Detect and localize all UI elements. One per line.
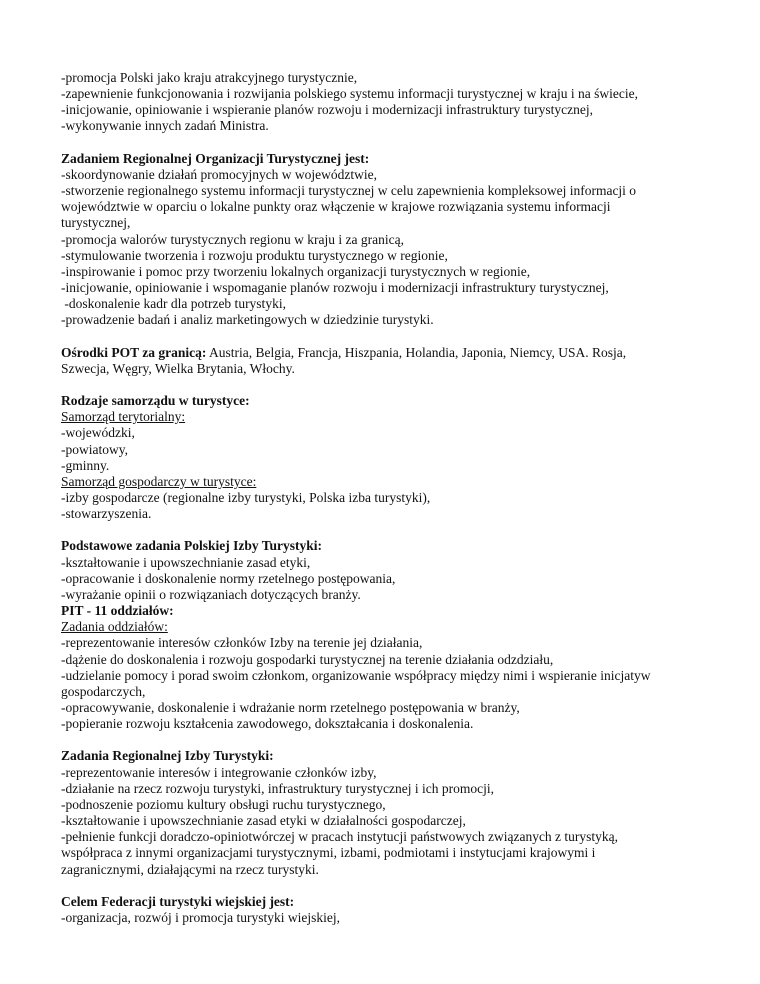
text-line bbox=[61, 781, 700, 797]
paragraph bbox=[61, 70, 700, 135]
body-text: -promocja walorów turystycznych regionu w kraju i za granicą, bbox=[61, 231, 404, 247]
underlined-text: Zadania oddziałów: bbox=[61, 619, 168, 635]
text-line bbox=[61, 118, 700, 134]
body-text: -wykonywanie innych zadań Ministra. bbox=[61, 118, 269, 134]
body-text: -podnoszenie poziomu kultury obsługi ruchu turystycznego, bbox=[61, 796, 386, 812]
text-line bbox=[61, 797, 700, 813]
text-line bbox=[61, 571, 700, 587]
bold-text: Celem Federacji turystyki wiejskiej jest: bbox=[61, 893, 295, 909]
text-line bbox=[61, 555, 700, 571]
underlined-text: Samorząd gospodarczy w turystyce: bbox=[61, 473, 257, 489]
text-line bbox=[61, 361, 700, 377]
text-line bbox=[61, 862, 700, 878]
body-text: -promocja Polski jako kraju atrakcyjnego turystycznie, bbox=[61, 70, 358, 85]
body-text: -skoordynowanie działań promocyjnych w województwie, bbox=[61, 166, 378, 182]
text-line bbox=[61, 813, 700, 829]
body-text: -stymulowanie tworzenia i rozwoju produktu turystycznego w regionie, bbox=[61, 247, 448, 263]
text-line bbox=[61, 748, 700, 764]
text-line bbox=[61, 102, 700, 118]
text-line bbox=[61, 312, 700, 328]
text-line bbox=[61, 232, 700, 248]
body-text: -wyrażanie opinii o rozwiązaniach dotyczących branży. bbox=[61, 586, 361, 602]
body-text: gospodarczych, bbox=[61, 683, 146, 699]
body-text: -opracowywanie, doskonalenie i wdrażanie norm rzetelnego postępowania w branży, bbox=[61, 700, 520, 716]
body-text: -dążenie do doskonalenia i rozwoju gospodarki turystycznej na terenie działania odzdziału, bbox=[61, 651, 554, 667]
text-line bbox=[61, 587, 700, 603]
body-text: -kształtowanie i upowszechnianie zasad etyki, bbox=[61, 554, 311, 570]
body-text: -stworzenie regionalnego systemu informacji turystycznej w celu zapewnienia kompleksowej informacji o bbox=[61, 183, 637, 199]
text-line bbox=[61, 910, 700, 926]
text-line bbox=[61, 264, 700, 280]
text-line bbox=[61, 167, 700, 183]
body-text: -udzielanie pomocy i porad swoim członkom, organizowanie współpracy między nimi i wspieranie inicjatyw bbox=[61, 667, 651, 683]
text-line bbox=[61, 183, 700, 199]
text-line bbox=[61, 442, 700, 458]
body-text: -wojewódzki, bbox=[61, 425, 135, 441]
body-text: -pełnienie funkcji doradczo-opiniotwórczej w pracach instytucji państwowych związanych z turystyką, bbox=[61, 829, 619, 845]
text-line bbox=[61, 652, 700, 668]
body-text: Szwecja, Węgry, Wielka Brytania, Włochy. bbox=[61, 360, 295, 376]
text-line bbox=[61, 409, 700, 425]
body-text: Austria, Belgia, Francja, Hiszpania, Holandia, Japonia, Niemcy, USA. Rosja, bbox=[206, 344, 627, 360]
body-text: -organizacja, rozwój i promocja turystyki wiejskiej, bbox=[61, 910, 341, 926]
body-text: -inicjowanie, opiniowanie i wspomaganie planów rozwoju i modernizacji infrastruktury turystycznej, bbox=[61, 280, 609, 296]
text-line bbox=[61, 296, 700, 312]
text-line bbox=[61, 506, 700, 522]
body-text: -inicjowanie, opiniowanie i wspieranie planów rozwoju i modernizacji infrastruktury turystycznej, bbox=[61, 102, 593, 118]
body-text: -stowarzyszenia. bbox=[61, 506, 152, 522]
body-text: zagranicznymi, działającymi na rzecz turystyki. bbox=[61, 861, 319, 877]
body-text: -reprezentowanie interesów i integrowanie członków izby, bbox=[61, 764, 377, 780]
bold-text: Zadania Regionalnej Izby Turystyki: bbox=[61, 748, 274, 764]
text-line bbox=[61, 619, 700, 635]
text-line bbox=[61, 70, 700, 86]
body-text: -gminny. bbox=[61, 457, 110, 473]
body-text: -popieranie rozwoju kształcenia zawodowego, dokształcania i doskonalenia. bbox=[61, 716, 474, 732]
text-line bbox=[61, 490, 700, 506]
text-line bbox=[61, 345, 700, 361]
body-text: współpraca z innymi organizacjami turystycznymi, izbami, podmiotami i instytucjami krajowymi i bbox=[61, 845, 596, 861]
body-text: -zapewnienie funkcjonowania i rozwijania polskiego systemu informacji turystycznej w kraju i na świecie, bbox=[61, 86, 638, 102]
paragraph bbox=[61, 151, 700, 329]
text-line bbox=[61, 538, 700, 554]
text-line bbox=[61, 199, 700, 215]
bold-text: Zadaniem Regionalnej Organizacji Turystycznej jest: bbox=[61, 150, 370, 166]
text-line bbox=[61, 248, 700, 264]
text-line bbox=[61, 716, 700, 732]
body-text: -reprezentowanie interesów członków Izby na terenie jej działania, bbox=[61, 635, 423, 651]
text-line bbox=[61, 668, 700, 684]
paragraph bbox=[61, 894, 700, 926]
body-text: województwie w oparciu o lokalne punkty oraz włączenie w krajowe rozwiązania systemu informacji bbox=[61, 199, 611, 215]
body-text: -doskonalenie kadr dla potrzeb turystyki, bbox=[61, 296, 286, 312]
text-line bbox=[61, 845, 700, 861]
text-line bbox=[61, 393, 700, 409]
bold-text: Ośrodki POT za granicą: bbox=[61, 344, 207, 360]
paragraph bbox=[61, 393, 700, 522]
body-text: -powiatowy, bbox=[61, 441, 128, 457]
paragraph bbox=[61, 345, 700, 377]
text-line bbox=[61, 829, 700, 845]
text-line bbox=[61, 474, 700, 490]
paragraph bbox=[61, 748, 700, 877]
underlined-text: Samorząd terytorialny: bbox=[61, 409, 186, 425]
body-text: -izby gospodarcze (regionalne izby turystyki, Polska izba turystyki), bbox=[61, 490, 431, 506]
text-line bbox=[61, 86, 700, 102]
paragraph bbox=[61, 538, 700, 732]
bold-text: Podstawowe zadania Polskiej Izby Turystyki: bbox=[61, 538, 323, 554]
body-text: turystycznej, bbox=[61, 215, 131, 231]
text-line bbox=[61, 458, 700, 474]
body-text: -działanie na rzecz rozwoju turystyki, infrastruktury turystycznej i ich promocji, bbox=[61, 780, 494, 796]
body-text: -kształtowanie i upowszechnianie zasad etyki w działalności gospodarczej, bbox=[61, 813, 466, 829]
text-line bbox=[61, 425, 700, 441]
text-line bbox=[61, 700, 700, 716]
text-line bbox=[61, 635, 700, 651]
text-line bbox=[61, 603, 700, 619]
body-text: -opracowanie i doskonalenie normy rzetelnego postępowania, bbox=[61, 570, 396, 586]
text-line bbox=[61, 765, 700, 781]
body-text: -prowadzenie badań i analiz marketingowych w dziedzinie turystyki. bbox=[61, 312, 434, 328]
document-content bbox=[61, 70, 700, 926]
text-line bbox=[61, 215, 700, 231]
bold-text: PIT - 11 oddziałów: bbox=[61, 603, 174, 619]
text-line bbox=[61, 684, 700, 700]
text-line bbox=[61, 151, 700, 167]
body-text: -inspirowanie i pomoc przy tworzeniu lokalnych organizacji turystycznych w regionie, bbox=[61, 263, 531, 279]
text-line bbox=[61, 894, 700, 910]
text-line bbox=[61, 280, 700, 296]
bold-text: Rodzaje samorządu w turystyce: bbox=[61, 393, 250, 409]
